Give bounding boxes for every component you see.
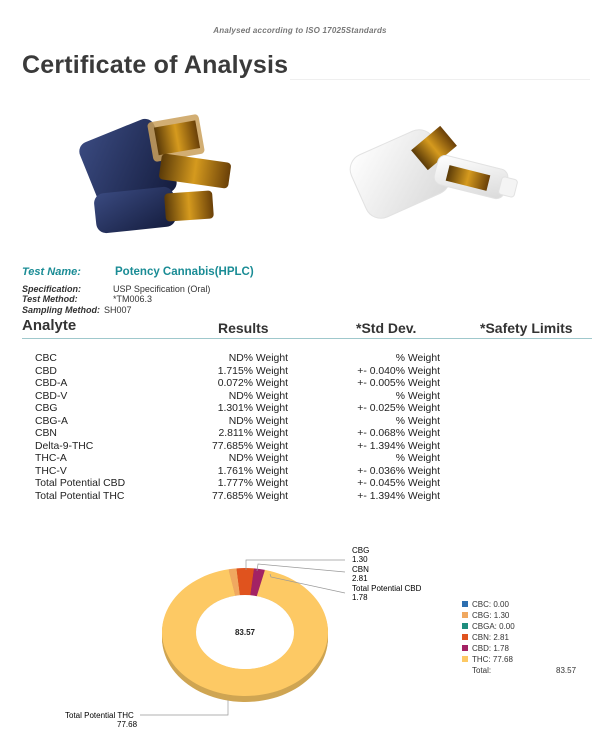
callout-cbg-name: CBG: [352, 546, 370, 555]
table-row: [0, 416, 600, 428]
result-cell: 1.761% Weight: [217, 465, 288, 477]
column-header-results: Results: [218, 320, 269, 336]
column-header-std-dev: *Std Dev.: [356, 320, 417, 336]
test-method-label: Test Method:: [22, 294, 78, 304]
legend-label: CBGA: 0.00: [472, 622, 515, 631]
result-cell: ND% Weight: [228, 453, 288, 464]
iso-standard-note: Analysed according to ISO 17025Standards: [213, 26, 387, 35]
analyte-cell: CBD: [35, 365, 57, 377]
std-dev-cell: +- 0.040% Weight: [357, 365, 440, 377]
callout-line-cbg: [246, 560, 345, 570]
legend-item-cbg: [462, 611, 509, 620]
test-name-label: Test Name:: [22, 266, 81, 278]
analyte-cell: CBN: [35, 428, 57, 439]
specification-label: Specification:: [22, 284, 82, 294]
std-dev-cell: +- 0.045% Weight: [357, 478, 440, 489]
product-image: [70, 100, 540, 250]
analyte-cell: CBG-A: [35, 415, 68, 427]
std-dev-cell: % Weight: [395, 390, 440, 402]
table-row: [0, 378, 600, 390]
title-divider: [290, 79, 590, 80]
table-row: [0, 491, 600, 503]
legend-swatch: [462, 645, 468, 651]
legend-label: CBC: 0.00: [472, 600, 509, 609]
header-divider: [22, 338, 592, 339]
analyte-cell: Delta-9-THC: [35, 440, 94, 452]
legend-label: THC: 77.68: [472, 655, 513, 664]
analyte-cell: THC-V: [35, 465, 67, 477]
table-row: [0, 466, 600, 478]
std-dev-cell: % Weight: [395, 415, 440, 427]
result-cell: 1.777% Weight: [217, 478, 288, 489]
table-row: [0, 353, 600, 365]
legend-label: CBN: 2.81: [472, 633, 509, 642]
legend-label: CBG: 1.30: [472, 611, 510, 620]
legend-swatch: [462, 612, 468, 618]
result-cell: 0.072% Weight: [217, 378, 288, 389]
table-row: [0, 478, 600, 490]
analyte-cell: CBG: [35, 403, 58, 414]
callout-cbg-value: 1.30: [352, 555, 368, 564]
analyte-cell: CBC: [35, 353, 57, 364]
result-cell: 1.715% Weight: [217, 365, 288, 377]
legend-swatch: [462, 601, 468, 607]
column-header-analyte: Analyte: [22, 317, 77, 334]
std-dev-cell: % Weight: [395, 353, 440, 364]
std-dev-cell: +- 0.068% Weight: [357, 428, 440, 439]
std-dev-cell: +- 0.005% Weight: [357, 378, 440, 389]
callout-total-cbd-value: 1.78: [352, 593, 368, 602]
callout-cbn-value: 2.81: [352, 574, 368, 583]
legend-swatch: [462, 623, 468, 629]
legend-item-cbc: [462, 600, 509, 609]
result-cell: ND% Weight: [228, 390, 288, 402]
sampling-method-value: SH007: [104, 305, 132, 315]
callout-total-thc-value: 77.68: [117, 720, 138, 729]
column-header-safety-limits: *Safety Limits: [480, 320, 573, 336]
std-dev-cell: +- 1.394% Weight: [357, 440, 440, 452]
std-dev-cell: +- 1.394% Weight: [357, 490, 440, 502]
legend-item-thc: [462, 655, 513, 664]
result-cell: ND% Weight: [228, 353, 288, 364]
legend-total-value: 83.57: [556, 666, 577, 675]
legend-total-label: Total:: [472, 666, 492, 675]
result-cell: 2.811% Weight: [218, 428, 288, 439]
result-cell: 77.685% Weight: [211, 440, 288, 452]
legend-swatch: [462, 656, 468, 662]
callout-total-thc-name: Total Potential THC: [65, 711, 134, 720]
donut-center-total: 83.57: [234, 628, 256, 637]
std-dev-cell: % Weight: [395, 453, 440, 464]
result-cell: 1.301% Weight: [217, 403, 288, 414]
analyte-cell: THC-A: [35, 453, 67, 464]
analyte-cell: Total Potential CBD: [35, 478, 126, 489]
table-row: [0, 366, 600, 378]
std-dev-cell: +- 0.025% Weight: [357, 403, 440, 414]
callout-line-cbn: [257, 564, 345, 572]
legend-item-cbn: [462, 633, 509, 642]
analyte-cell: CBD-A: [35, 378, 68, 389]
test-method-value: *TM006.3: [113, 294, 153, 304]
result-cell: 77.685% Weight: [211, 490, 288, 502]
page-title: Certificate of Analysis: [22, 51, 289, 79]
table-row: [0, 391, 600, 403]
legend-item-cbga: [462, 622, 515, 631]
analyte-cell: Total Potential THC: [35, 490, 125, 502]
callout-total-cbd-name: Total Potential CBD: [352, 584, 422, 593]
white-vape-devices: [345, 125, 518, 224]
analyte-cell: CBD-V: [35, 390, 68, 402]
test-name-value: Potency Cannabis(HPLC): [115, 266, 254, 278]
callout-line-total-thc: [140, 700, 228, 715]
table-row: [0, 441, 600, 453]
table-row: [0, 453, 600, 465]
std-dev-cell: +- 0.036% Weight: [357, 465, 440, 477]
callout-cbn-name: CBN: [352, 565, 369, 574]
result-cell: ND% Weight: [228, 415, 288, 427]
table-row: [0, 428, 600, 440]
table-row: [0, 403, 600, 415]
specification-value: USP Specification (Oral): [113, 284, 211, 294]
navy-vape-devices: [76, 114, 231, 234]
sampling-method-label: Sampling Method:: [22, 305, 100, 315]
potency-donut-chart: [0, 540, 600, 751]
legend-label: CBD: 1.78: [472, 644, 509, 653]
legend-item-cbd: [462, 644, 509, 653]
legend-swatch: [462, 634, 468, 640]
